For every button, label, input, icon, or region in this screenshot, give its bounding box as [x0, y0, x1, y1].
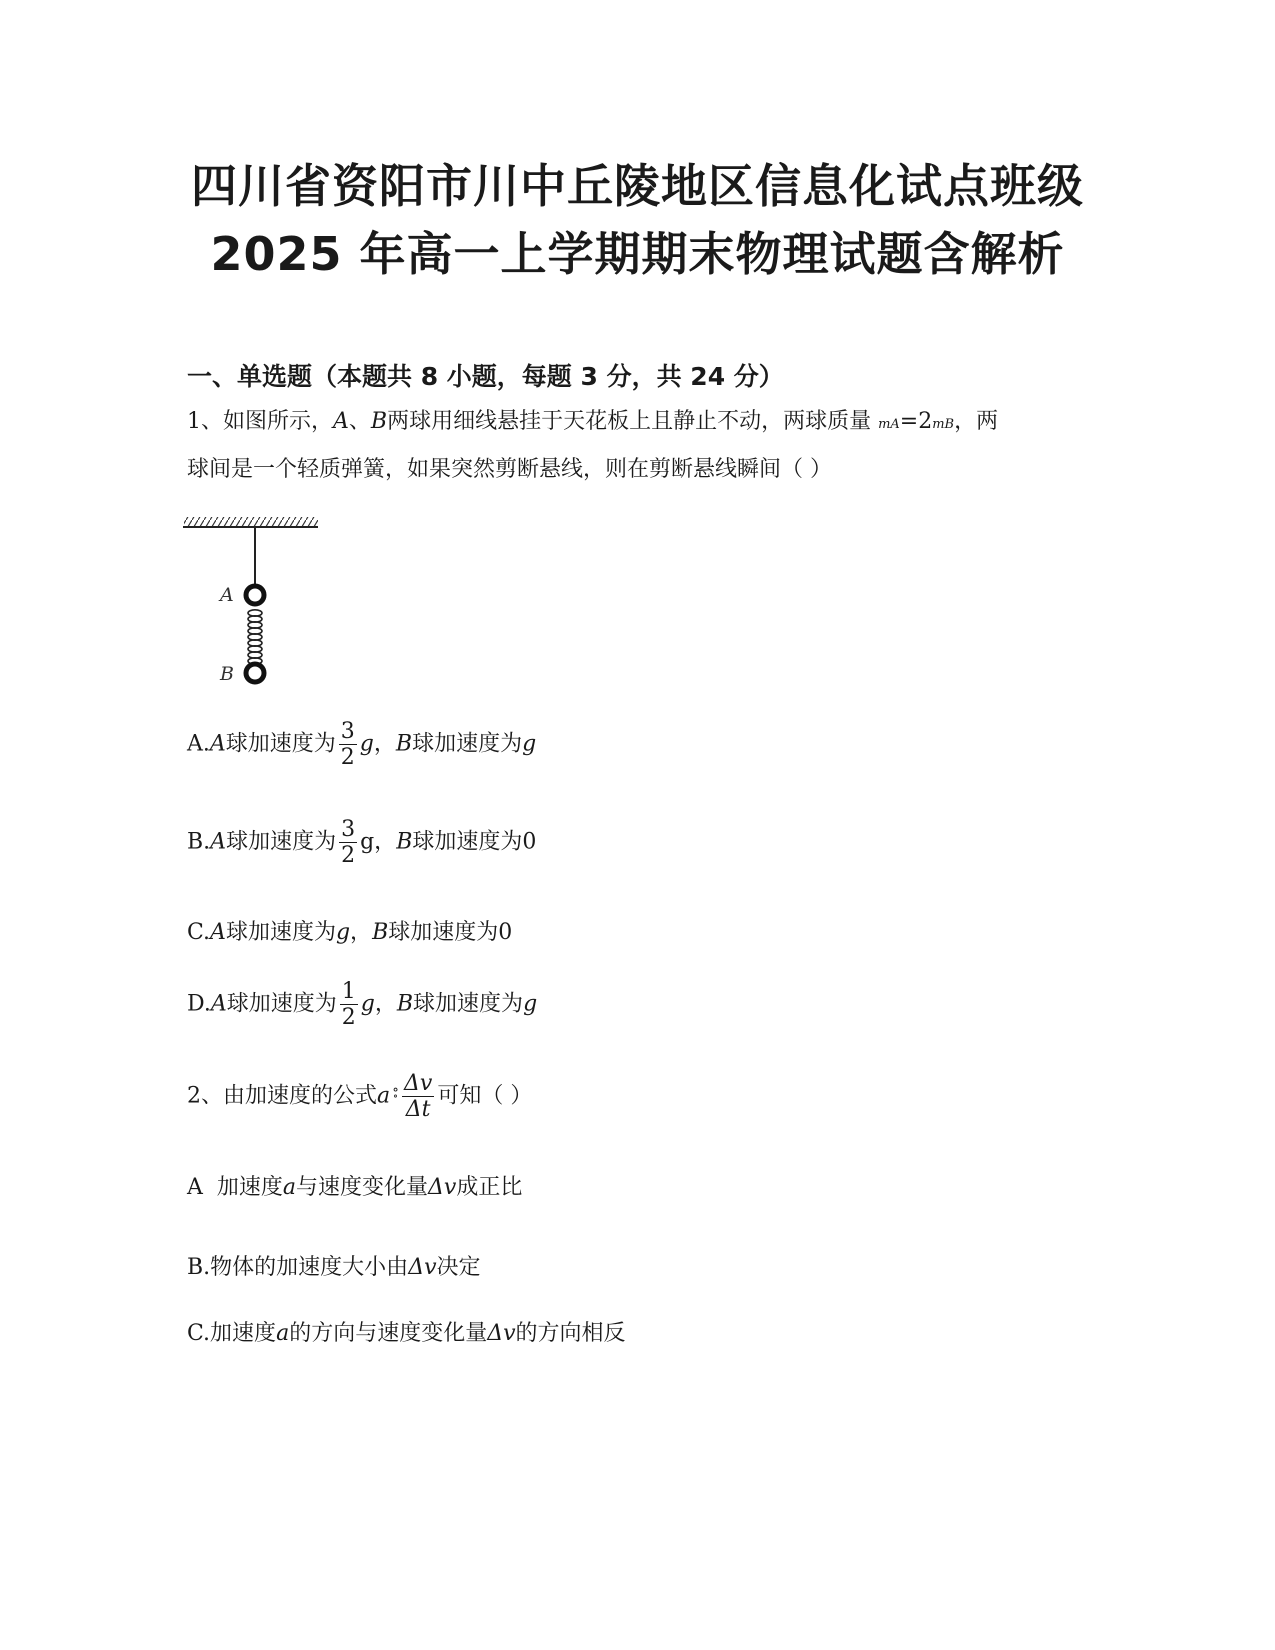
q1-stem-text: 1、如图所示， — [187, 409, 333, 434]
fraction-denominator: Δt — [402, 1096, 434, 1121]
option-comma: ， — [374, 829, 397, 855]
section-heading: 一、单选题（本题共 8 小题，每题 3 分，共 24 分） — [187, 362, 784, 391]
q1-mass-a: mA — [878, 417, 900, 432]
option-text: 加速度 — [216, 1175, 283, 1200]
option-prefix: C. — [187, 1321, 211, 1346]
option-delta-v: Δv — [408, 1255, 437, 1280]
option-zero: 0 — [498, 920, 513, 945]
fraction-denominator: 2 — [341, 1005, 356, 1031]
option-prefix: C. — [187, 920, 211, 945]
q2-option-b[interactable] — [187, 1250, 481, 1281]
option-prefix: A. — [187, 731, 210, 757]
fraction-numerator: 3 — [341, 817, 356, 842]
q1-stem-line2: 球间是一个轻质弹簧，如果突然剪断悬线，则在剪断悬线瞬间（ ） — [187, 457, 832, 482]
option-ball-b: B — [396, 991, 414, 1017]
q1-option-b[interactable] — [187, 818, 536, 867]
option-text: 物体的加速度大小由 — [210, 1255, 409, 1280]
option-g: g — [522, 731, 537, 757]
option-comma: ， — [374, 991, 397, 1017]
option-var-a: a — [276, 1321, 290, 1346]
q1-stem-line1 — [187, 404, 998, 435]
q2-symbol: ∘̥ — [392, 1082, 399, 1099]
option-ball-a: A — [210, 920, 226, 945]
option-ball-b: B — [395, 731, 413, 757]
option-prefix: A — [187, 1175, 203, 1200]
ball-a — [246, 586, 264, 604]
option-text: 成正比 — [456, 1175, 523, 1200]
option-ball-a: A — [209, 731, 226, 757]
option-text: 球加速度为 — [225, 920, 336, 945]
spring-coil — [248, 610, 262, 664]
option-prefix: B. — [187, 829, 211, 855]
option-comma: ， — [373, 731, 396, 757]
option-text: 球加速度为 — [412, 731, 523, 757]
q1-ball-a: A — [333, 409, 349, 434]
fraction-numerator: Δv — [404, 1071, 433, 1096]
option-ball-a: A — [210, 829, 227, 855]
q2-fraction — [402, 1072, 434, 1121]
q1-option-d[interactable] — [187, 980, 537, 1029]
document-title-line1: 四川省资阳市川中丘陵地区信息化试点班级 — [191, 159, 1084, 213]
fraction — [340, 980, 358, 1029]
option-text: 与速度变化量 — [296, 1175, 429, 1200]
option-text: 的方向与速度变化量 — [289, 1321, 488, 1346]
fraction-numerator: 3 — [340, 719, 355, 744]
option-text: 球加速度为 — [413, 991, 524, 1017]
q1-mass-eq: =2 — [899, 409, 933, 434]
ceiling-hatch — [184, 517, 318, 526]
option-delta-v: Δv — [428, 1175, 457, 1200]
q1-ball-b: B — [370, 409, 388, 434]
option-ball-a: A — [210, 991, 227, 1017]
fraction — [339, 818, 357, 867]
fraction-numerator: 1 — [341, 979, 356, 1004]
option-var-a: a — [282, 1175, 297, 1200]
option-prefix: D. — [187, 991, 211, 1017]
q1-sep: 、 — [348, 409, 371, 434]
option-g: g — [360, 829, 375, 855]
option-text: 加速度 — [210, 1321, 277, 1346]
option-prefix: B. — [187, 1255, 211, 1280]
q1-option-a[interactable] — [187, 720, 536, 769]
fraction-denominator: 2 — [340, 745, 355, 771]
option-ball-b: B — [396, 829, 413, 855]
option-zero: 0 — [522, 829, 537, 855]
label-a: A — [220, 584, 234, 606]
option-text: 球加速度为 — [388, 920, 499, 945]
option-text: 球加速度为 — [225, 731, 336, 757]
fraction — [339, 720, 357, 769]
q2-stem — [187, 1072, 532, 1121]
q1-option-c[interactable] — [187, 915, 512, 946]
document-title-line2: 2025 年高一上学期期末物理试题含解析 — [210, 227, 1065, 281]
q2-var-a: a — [377, 1083, 391, 1109]
q1-mass-b: mB — [932, 417, 955, 432]
option-g: g — [523, 991, 538, 1017]
label-b: B — [220, 663, 234, 685]
option-comma: ， — [350, 920, 373, 945]
option-text: 球加速度为 — [412, 829, 523, 855]
option-delta-v: Δv — [487, 1321, 516, 1346]
option-text: 的方向相反 — [515, 1321, 626, 1346]
q2-option-c[interactable] — [187, 1316, 626, 1347]
option-g: g — [359, 731, 374, 757]
q2-stem-text: 可知（ ） — [437, 1083, 533, 1109]
q1-stem-text: 两球用细线悬挂于天花板上且静止不动，两球质量 — [387, 409, 879, 434]
option-text: 决定 — [436, 1255, 481, 1280]
q1-stem-text: ，两 — [954, 409, 999, 434]
option-g: g — [360, 991, 375, 1017]
q1-spring-figure — [180, 510, 340, 695]
fraction-denominator: 2 — [341, 843, 356, 869]
option-ball-b: B — [372, 920, 389, 945]
option-text: 球加速度为 — [226, 991, 337, 1017]
ball-b — [246, 664, 264, 682]
q2-option-a[interactable] — [187, 1170, 522, 1201]
q2-stem-text: 2、由加速度的公式 — [187, 1083, 377, 1109]
option-g: g — [335, 920, 351, 945]
option-text: 球加速度为 — [226, 829, 337, 855]
